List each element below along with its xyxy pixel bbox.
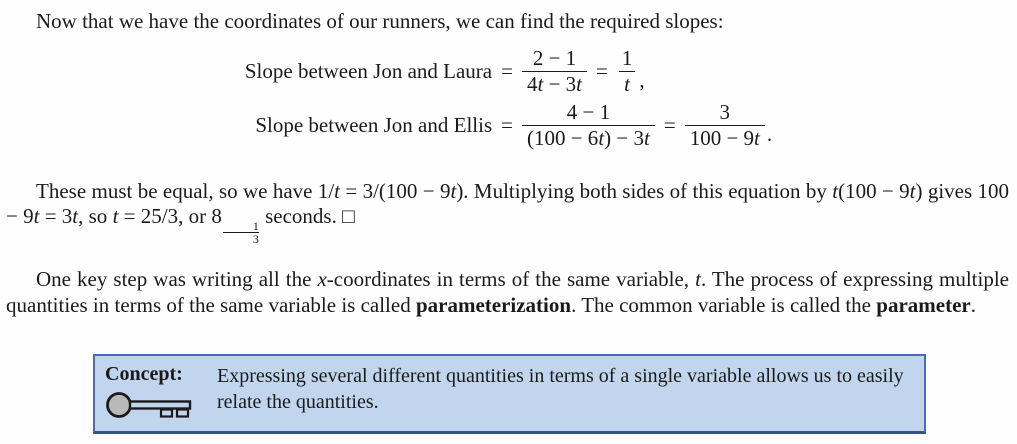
equals-sign: =: [596, 59, 608, 83]
fraction-numerator: 1: [621, 46, 633, 70]
paragraph-solution: These must be equal, so we have 1/t = 3/(100 − 9t). Multiplying both sides of this equation by t(100 − 9t) gives 100 − 9t = 3t, so t = 25/3, or 8 $\frac{1}{3}$ seconds. □: [6, 179, 1010, 246]
fraction-numerator: 4 − 1: [566, 100, 611, 124]
fraction-denominator: (100 − 6t) − 3t: [522, 125, 655, 150]
equation-rhs-ellis: [492, 101, 772, 150]
concept-box: [93, 354, 926, 434]
equation-block: [245, 47, 772, 150]
fraction-denominator: 4t − 3t: [522, 71, 587, 96]
paragraph-intro: Now that we have the coordinates of our runners, we can find the required slopes:: [36, 9, 724, 33]
concept-text: Expressing several different quantities in terms of a single variable allows us to easily relate the quantities.: [217, 365, 904, 413]
fraction-denominator: 100 − 9t: [685, 125, 765, 150]
inline-fraction: $\frac{1}{3}$: [223, 221, 259, 245]
equation-rhs-laura: [492, 47, 772, 96]
paragraph-parameterization: One key step was writing all the x-coordinates in terms of the same variable, t. The process of expressing multiple quantities in terms of the same variable is called parameterization. The common variable is called the parameter.: [6, 267, 1009, 317]
concept-sidebar: [105, 362, 217, 423]
fraction-numerator: 2 − 1: [532, 46, 577, 70]
equation-punctuation: .: [766, 122, 773, 146]
fraction: [685, 101, 765, 150]
concept-label: Concept:: [105, 363, 183, 385]
equals-sign: =: [663, 113, 676, 137]
fraction-denominator: t: [619, 71, 635, 96]
fraction: [522, 47, 587, 96]
fraction-numerator: 3: [719, 100, 731, 124]
fraction: [522, 101, 655, 150]
equals-sign: =: [501, 59, 513, 83]
key-icon: [105, 389, 193, 423]
equation-lhs-ellis: Slope between Jon and Ellis: [255, 113, 493, 137]
equation-lhs-laura: Slope between Jon and Laura: [244, 59, 493, 83]
equation-punctuation: ,: [639, 68, 645, 92]
equals-sign: =: [501, 113, 513, 137]
fraction: [617, 47, 638, 96]
